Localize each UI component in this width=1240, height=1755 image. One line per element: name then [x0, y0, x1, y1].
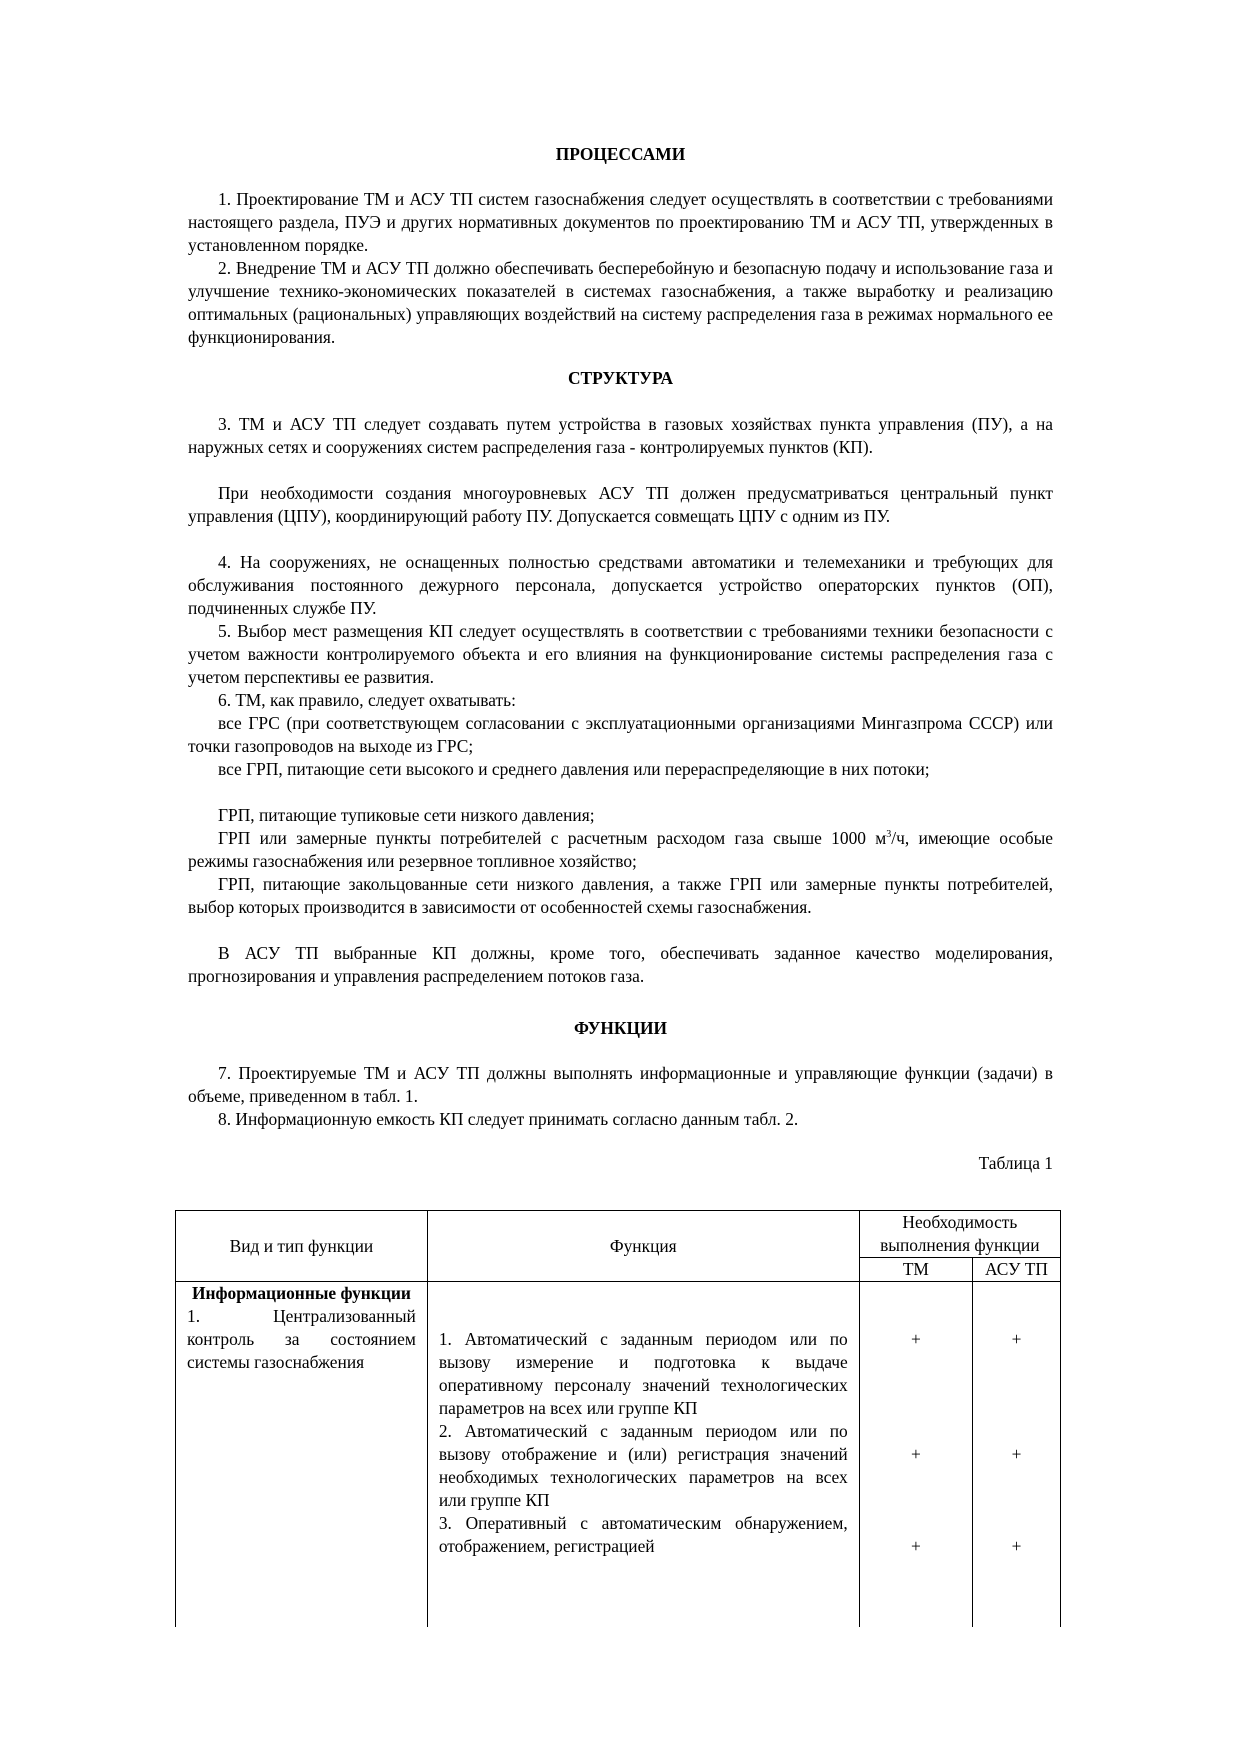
asu-mark-2: + — [1011, 1444, 1022, 1464]
function-item-3: 3. Оперативный с автоматическим обнаружением, отображением, регистрацией — [438, 1513, 848, 1556]
type-label: 1. Централизованный контроль за состоянием системы газоснабжения — [187, 1306, 416, 1372]
spacer — [439, 1282, 848, 1328]
header-function: Функция — [427, 1211, 859, 1282]
cell-tm — [859, 1282, 972, 1628]
paragraph-6-grp-metering — [188, 827, 1053, 873]
paragraph-6-grp-ring: ГРП, питающие закольцованные сети низкого давления, а также ГРП или замерные пункты потребителей, выбор которых производится в зависимости от особенностей схемы газоснабжения. — [188, 874, 1053, 917]
function-item-1: 1. Автоматический с заданным периодом или по вызову измерение и подготовка к выдаче оперативному персоналу значений технологических параметров на всех или группе КП — [438, 1329, 848, 1418]
table-header-row — [176, 1211, 1061, 1258]
spacer — [871, 1282, 961, 1328]
paragraph-6-grp-deadend: ГРП, питающие тупиковые сети низкого давления; — [218, 805, 595, 825]
spacer — [984, 1282, 1049, 1328]
paragraph-1: 1. Проектирование ТМ и АСУ ТП систем газоснабжения следует осуществлять в соответствии с требованиями настоящего раздела, ПУЭ и других нормативных документов по проектированию ТМ и АСУ ТП, утвержденных в установленном порядке. — [188, 189, 1053, 255]
function-item-2: 2. Автоматический с заданным периодом или по вызову отображение и (или) регистрация значений необходимых технологических параметров на всех или группе КП — [438, 1421, 848, 1510]
paragraph-2: 2. Внедрение ТМ и АСУ ТП должно обеспечивать бесперебойную и безопасную подачу и использование газа и улучшение технико-экономических показателей в системах газоснабжения, а также выработку и реализацию оптимальных (рациональных) управляющих воздействий на систему распределения газа в режимах нормального ее функционирования. — [188, 258, 1053, 347]
tm-mark-3: + — [910, 1536, 921, 1556]
functions-table — [175, 1210, 1061, 1627]
superscript-cube: 3 — [886, 829, 892, 840]
cell-function-type — [176, 1282, 428, 1628]
paragraph-5: 5. Выбор мест размещения КП следует осуществлять в соответствии с требованиями техники безопасности с учетом важности контролируемого объекта и его влияния на функционирование системы распределения газа с учетом перспективы ее развития. — [188, 621, 1053, 687]
table-row — [176, 1282, 1061, 1628]
tm-mark-2: + — [910, 1444, 921, 1464]
header-necessity: Необходимость выполнения функции — [859, 1211, 1060, 1258]
tm-mark-1: + — [910, 1329, 921, 1349]
paragraph-6: 6. ТМ, как правило, следует охватывать: — [218, 690, 516, 710]
cell-asu — [972, 1282, 1060, 1628]
section-title-processes: ПРОЦЕССАМИ — [555, 144, 686, 164]
metering-text-a: ГРП или замерные пункты потребителей с расчетным расходом газа свыше 1000 м — [218, 828, 887, 848]
paragraph-6-asu: В АСУ ТП выбранные КП должны, кроме того, обеспечивать заданное качество моделирования, прогнозирования и управления распределением потоков газа. — [188, 943, 1053, 986]
paragraph-7: 7. Проектируемые ТМ и АСУ ТП должны выполнять информационные и управляющие функции (задачи) в объеме, приведенном в табл. 1. — [188, 1063, 1053, 1106]
header-tm: ТМ — [859, 1258, 972, 1282]
asu-mark-1: + — [1011, 1329, 1022, 1349]
paragraph-6-grs: все ГРС (при соответствующем согласовании с эксплуатационными организациями Мингазпрома СССР) или точки газопроводов на выходе из ГРС; — [188, 713, 1053, 756]
group-title: Информационные функции — [191, 1283, 411, 1303]
table-caption: Таблица 1 — [978, 1153, 1053, 1173]
paragraph-6-grp-high: все ГРП, питающие сети высокого и среднего давления или перераспределяющие в них потоки; — [218, 759, 930, 779]
paragraph-3-cpu: При необходимости создания многоуровневых АСУ ТП должен предусматриваться центральный пункт управления (ЦПУ), координирующий работу ПУ. Допускается совмещать ЦПУ с одним из ПУ. — [188, 483, 1053, 526]
asu-mark-3: + — [1011, 1536, 1022, 1556]
header-type: Вид и тип функции — [176, 1211, 428, 1282]
paragraph-3: 3. ТМ и АСУ ТП следует создавать путем устройства в газовых хозяйствах пункта управления (ПУ), а на наружных сетях и сооружениях систем распределения газа - контролируемых пунктов (КП). — [188, 414, 1053, 457]
paragraph-4: 4. На сооружениях, не оснащенных полностью средствами автоматики и телемеханики и требующих для обслуживания постоянного дежурного персонала, допускается устройство операторских пунктов (ОП), подчиненных службе ПУ. — [188, 552, 1053, 618]
header-asu: АСУ ТП — [972, 1258, 1060, 1282]
section-title-functions: ФУНКЦИИ — [573, 1018, 668, 1038]
cell-functions — [427, 1282, 859, 1628]
metering-text-b: /ч, имеющие особые режимы газоснабжения или резервное топливное хозяйство; — [188, 828, 1053, 871]
paragraph-8: 8. Информационную емкость КП следует принимать согласно данным табл. 2. — [218, 1109, 799, 1129]
section-title-structure: СТРУКТУРА — [567, 368, 674, 388]
